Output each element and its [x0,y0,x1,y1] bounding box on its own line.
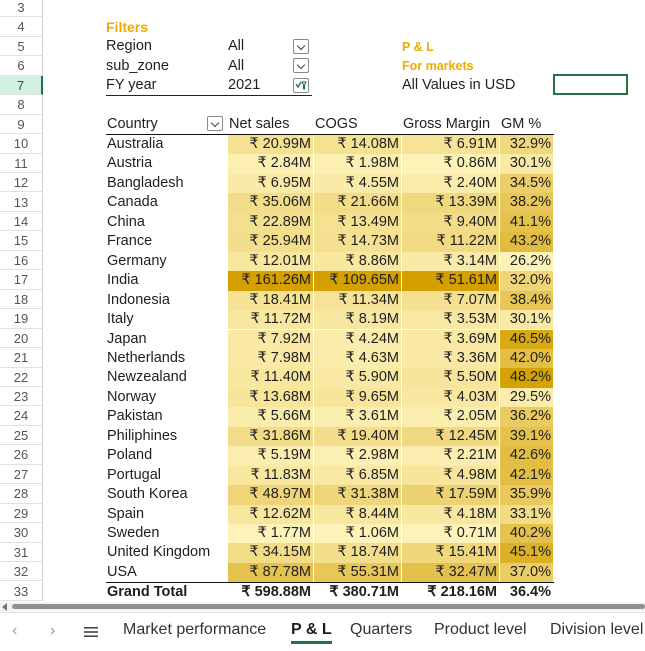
row-header[interactable]: 13 [0,193,43,212]
row-header[interactable]: 33 [0,582,43,601]
value-cell[interactable]: ₹ 9.40M [443,213,497,230]
country-cell[interactable]: Norway [107,388,157,405]
value-cell[interactable]: ₹ 3.69M [443,330,497,347]
row-header[interactable]: 8 [0,95,43,114]
tab-division-level[interactable]: Division level [550,621,644,638]
value-cell[interactable]: ₹ 5.66M [257,408,311,425]
value-cell[interactable]: ₹ 1.77M [257,525,311,541]
country-cell[interactable]: USA [107,563,137,580]
row-header[interactable]: 16 [0,251,43,270]
value-cell[interactable]: ₹ 17.59M [435,486,497,503]
value-cell[interactable]: ₹ 48.97M [249,486,311,503]
row-header[interactable]: 5 [0,37,43,56]
subzone-value[interactable]: All [228,58,245,74]
value-cell[interactable]: 45.1% [509,544,551,561]
value-cell[interactable]: ₹ 2.21M [443,447,497,464]
row-header[interactable]: 20 [0,329,43,348]
value-cell[interactable]: 29.5% [509,388,551,405]
value-cell[interactable]: ₹ 21.66M [337,194,399,211]
grand-total-label[interactable]: Grand Total [106,582,228,605]
column-header[interactable]: Net sales [228,115,314,135]
value-cell[interactable]: 39.1% [509,427,551,444]
row-header[interactable]: 6 [0,56,43,75]
row-header[interactable]: 4 [0,17,43,36]
value-cell[interactable]: 35.9% [509,486,551,503]
value-cell[interactable]: ₹ 4.63M [345,349,399,366]
country-cell[interactable]: Austria [107,155,153,172]
row-header[interactable]: 15 [0,231,43,250]
row-header[interactable]: 26 [0,445,43,464]
tab-quarters[interactable]: Quarters [350,621,413,638]
sheet-tab-bar [0,612,645,651]
value-cell[interactable]: 36.2% [509,408,551,425]
row-header[interactable]: 10 [0,134,43,153]
value-cell[interactable]: ₹ 14.73M [337,233,399,250]
value-cell[interactable]: 38.4% [509,291,551,308]
country-filter-dropdown-icon[interactable] [207,116,223,131]
grand-total-value[interactable]: ₹ 598.88M [228,582,314,605]
value-cell[interactable]: ₹ 0.71M [443,525,497,541]
value-cell[interactable]: ₹ 32.47M [435,563,497,580]
next-sheet-icon[interactable]: › [50,622,56,639]
value-cell[interactable]: ₹ 22.89M [249,213,311,230]
value-cell[interactable]: ₹ 2.40M [443,174,497,191]
value-cell[interactable]: ₹ 4.03M [443,388,497,405]
value-cell[interactable]: ₹ 11.22M [436,233,497,250]
value-cell[interactable]: ₹ 18.41M [249,291,311,308]
value-cell[interactable]: ₹ 8.19M [345,311,399,328]
row-header[interactable]: 24 [0,406,43,425]
pl-title: P & L [402,40,434,54]
country-cell[interactable]: Philiphines [107,427,178,444]
value-cell[interactable]: ₹ 34.15M [249,544,311,561]
value-cell[interactable]: ₹ 6.95M [257,174,311,191]
value-cell[interactable]: ₹ 3.53M [443,311,497,328]
value-cell[interactable]: ₹ 5.90M [345,369,399,386]
country-cell[interactable]: Spain [107,505,145,522]
value-cell[interactable]: ₹ 11.34M [338,291,399,308]
value-cell[interactable]: 34.5% [509,174,551,191]
country-cell[interactable]: Pakistan [107,408,163,425]
value-cell[interactable]: ₹ 6.85M [345,466,399,483]
value-cell[interactable]: ₹ 31.86M [249,427,311,444]
column-header[interactable]: GM % [500,115,554,135]
column-header[interactable]: Country [106,115,228,135]
grand-total-value[interactable]: ₹ 218.16M [402,582,500,605]
value-cell[interactable]: ₹ 13.39M [435,194,497,211]
scrollbar-thumb[interactable] [12,604,645,609]
value-cell[interactable]: 33.1% [509,505,551,522]
value-cell[interactable]: ₹ 15.41M [435,544,497,561]
row-header[interactable]: 29 [0,504,43,523]
row-header[interactable]: 14 [0,212,43,231]
filter-applied-icon[interactable] [293,78,309,93]
row-header[interactable]: 30 [0,523,43,542]
region-label: Region [106,38,152,54]
pl-subtitle: For markets [402,59,474,73]
row-header[interactable]: 18 [0,290,43,309]
value-cell[interactable]: ₹ 14.08M [337,136,399,152]
row-header[interactable]: 12 [0,173,43,192]
country-cell[interactable]: Portugal [107,466,162,483]
country-cell[interactable]: Italy [107,311,134,328]
region-value[interactable]: All [228,38,245,54]
value-cell[interactable]: 46.5% [509,330,551,347]
value-cell[interactable]: 38.2% [509,194,551,211]
value-cell[interactable]: ₹ 3.61M [345,408,399,425]
row-header[interactable]: 19 [0,309,43,328]
value-cell[interactable]: 37.0% [509,563,551,580]
all-sheets-menu-icon[interactable] [84,625,98,637]
values-note: All Values in USD [402,77,516,93]
value-cell[interactable]: ₹ 7.92M [257,330,311,347]
value-cell[interactable]: ₹ 4.55M [345,174,399,191]
value-cell[interactable]: ₹ 161.26M [241,272,311,289]
value-cell[interactable]: ₹ 1.06M [345,525,399,541]
value-cell[interactable]: ₹ 11.72M [250,311,311,328]
value-cell[interactable]: ₹ 11.40M [250,369,311,386]
row-header[interactable]: 9 [0,115,43,134]
value-cell[interactable]: 32.9% [509,136,551,152]
value-cell[interactable]: 43.2% [509,233,551,250]
value-cell[interactable]: ₹ 2.98M [345,447,399,464]
value-cell[interactable]: ₹ 8.86M [345,252,399,269]
value-cell[interactable]: ₹ 2.84M [257,155,311,172]
row-header[interactable]: 11 [0,154,43,173]
value-cell[interactable]: ₹ 109.65M [329,272,399,289]
value-cell[interactable]: ₹ 6.91M [443,136,497,152]
value-cell[interactable]: ₹ 12.01M [249,252,311,269]
value-cell[interactable]: ₹ 12.62M [249,505,311,522]
value-cell[interactable]: ₹ 55.31M [337,563,399,580]
value-cell[interactable]: 48.2% [509,369,551,386]
value-cell[interactable]: ₹ 13.49M [337,213,399,230]
prev-sheet-icon[interactable]: ‹ [12,622,18,639]
value-cell[interactable]: ₹ 87.78M [249,563,311,580]
value-cell[interactable]: 42.6% [509,447,551,464]
value-cell[interactable]: 42.0% [509,349,551,366]
country-cell[interactable]: Poland [107,447,153,464]
country-cell[interactable]: Sweden [107,525,160,541]
value-cell[interactable]: ₹ 9.65M [345,388,399,405]
value-cell[interactable]: ₹ 3.36M [443,349,497,366]
row-header[interactable]: 27 [0,465,43,484]
country-cell[interactable]: Bangladesh [107,174,184,191]
value-cell[interactable]: ₹ 0.86M [443,155,497,172]
value-cell[interactable]: ₹ 20.99M [249,136,311,152]
value-cell[interactable]: ₹ 7.07M [443,291,497,308]
tab-product-level[interactable]: Product level [434,621,527,638]
row-header[interactable]: 17 [0,270,43,289]
horizontal-scrollbar[interactable] [0,602,645,611]
row-header[interactable]: 32 [0,562,43,581]
column-header[interactable]: COGS [314,115,402,135]
country-cell[interactable]: Australia [107,136,164,152]
tab-market-performance[interactable]: Market performance [123,621,267,638]
value-cell[interactable]: ₹ 4.24M [345,330,399,347]
value-cell[interactable]: ₹ 11.83M [250,466,311,483]
value-cell[interactable]: 30.1% [509,155,551,172]
country-cell[interactable]: Newzealand [107,369,187,386]
value-cell[interactable]: 30.1% [509,311,551,328]
value-cell[interactable]: ₹ 19.40M [337,427,399,444]
row-header[interactable]: 3 [0,0,43,17]
row-header[interactable]: 22 [0,368,43,387]
fy-value[interactable]: 2021 [228,76,312,96]
value-cell[interactable]: 26.2% [509,252,551,269]
value-cell[interactable]: ₹ 4.98M [443,466,497,483]
row-header[interactable]: 28 [0,484,43,503]
country-cell[interactable]: France [107,233,153,250]
value-cell[interactable]: ₹ 13.68M [249,388,311,405]
tab-pl[interactable]: P & L [291,621,332,638]
country-cell[interactable]: Netherlands [107,349,186,366]
country-cell[interactable]: China [107,213,145,230]
country-cell[interactable]: Japan [107,330,147,347]
row-header[interactable]: 21 [0,348,43,367]
value-cell[interactable]: ₹ 2.05M [443,408,497,425]
scroll-left-arrow-icon[interactable] [2,603,7,611]
selected-cell[interactable] [553,74,628,95]
value-cell[interactable]: ₹ 3.14M [443,252,497,269]
value-cell[interactable]: 42.1% [509,466,551,483]
country-cell[interactable]: South Korea [107,486,188,503]
subzone-label: sub_zone [106,58,169,74]
value-cell[interactable]: ₹ 1.98M [345,155,399,172]
grand-total-value[interactable]: ₹ 380.71M [314,582,402,605]
region-dropdown-icon[interactable] [293,39,309,54]
value-cell[interactable]: 41.1% [509,213,551,230]
country-cell[interactable]: India [107,272,139,289]
value-cell[interactable]: ₹ 12.45M [435,427,497,444]
value-cell[interactable]: ₹ 18.74M [337,544,399,561]
value-cell[interactable]: 32.0% [509,272,551,289]
filters-title: Filters [106,19,149,35]
fy-label: FY year [106,76,228,96]
row-header[interactable]: 31 [0,543,43,562]
value-cell[interactable]: ₹ 31.38M [337,486,399,503]
column-header[interactable]: Gross Margin [402,115,500,135]
value-cell[interactable]: ₹ 4.18M [443,505,497,522]
row-header[interactable]: 7 [0,76,43,95]
country-cell[interactable]: United Kingdom [107,544,211,561]
value-cell[interactable]: ₹ 35.06M [249,194,311,211]
row-header[interactable]: 23 [0,387,43,406]
value-cell[interactable]: ₹ 25.94M [249,233,311,250]
country-cell[interactable]: Germany [107,252,167,269]
country-cell[interactable]: Canada [107,194,158,211]
country-cell[interactable]: Indonesia [107,291,170,308]
row-header[interactable]: 25 [0,426,43,445]
value-cell[interactable]: 40.2% [509,525,551,541]
value-cell[interactable]: ₹ 7.98M [257,349,311,366]
value-cell[interactable]: ₹ 5.19M [257,447,311,464]
value-cell[interactable]: ₹ 51.61M [435,272,497,289]
value-cell[interactable]: ₹ 5.50M [443,369,497,386]
subzone-dropdown-icon[interactable] [293,58,309,73]
grand-total-value[interactable]: 36.4% [500,582,554,605]
value-cell[interactable]: ₹ 8.44M [345,505,399,522]
